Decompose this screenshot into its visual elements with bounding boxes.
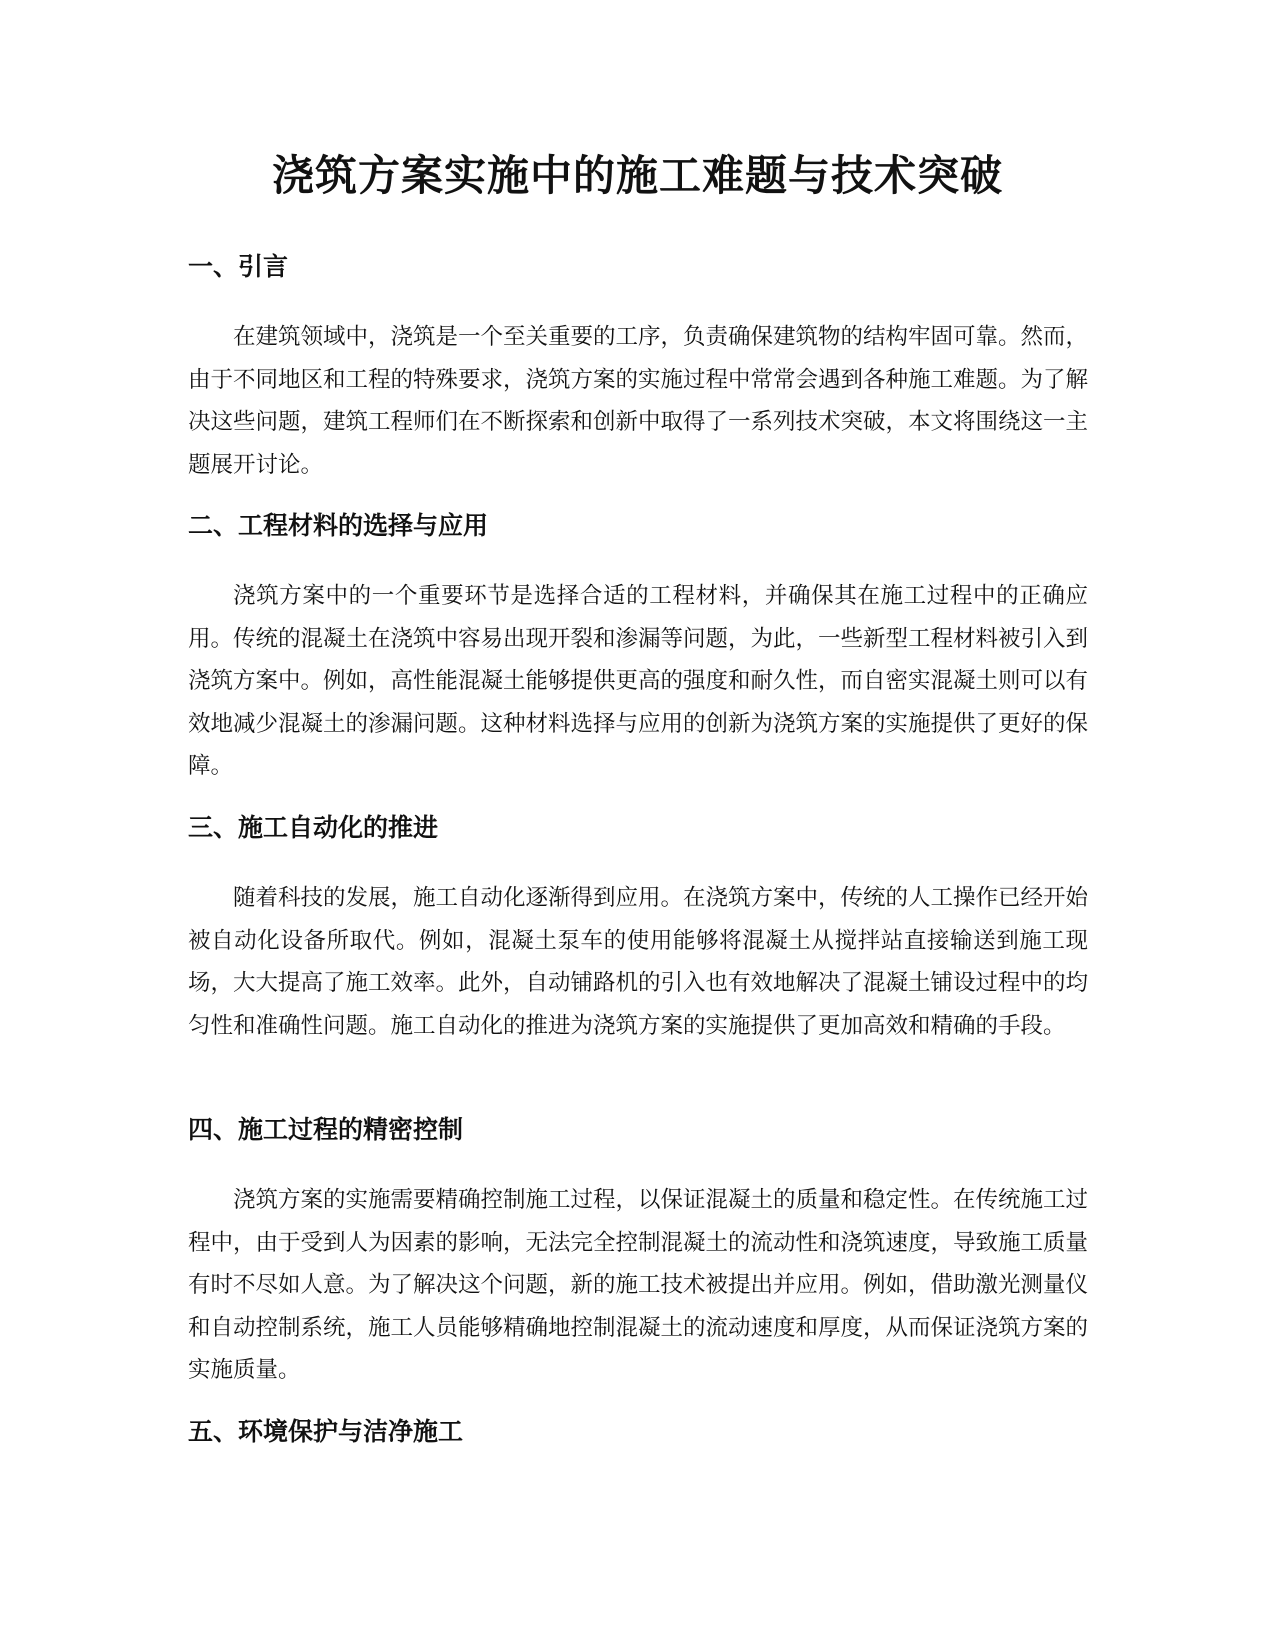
section-paragraph: 浇筑方案的实施需要精确控制施工过程，以保证混凝土的质量和稳定性。在传统施工过程中，由于受到人为因素的影响，无法完全控制混凝土的流动性和浇筑速度，导致施工质量有时不尽如人意。为了解决这个问题，新的施工技术被提出并应用。例如，借助激光测量仪和自动控制系统，施工人员能够精确地控制混凝土的流动速度和厚度，从而保证浇筑方案的实施质量。 [188,1187,1089,1383]
section-paragraph: 随着科技的发展，施工自动化逐渐得到应用。在浇筑方案中，传统的人工操作已经开始被自动化设备所取代。例如，混凝土泵车的使用能够将混凝土从搅拌站直接输送到施工现场，大大提高了施工效率。此外，自动铺路机的引入也有效地解决了混凝土铺设过程中的均匀性和准确性问题。施工自动化的推进为浇筑方案的实施提供了更加高效和精确的手段。 [188,885,1089,1039]
section-precision-control [188,1113,1088,1392]
section-heading: 五、环境保护与洁净施工 [188,1417,464,1446]
section-automation [188,811,1088,1047]
section-paragraph: 在建筑领域中，浇筑是一个至关重要的工序，负责确保建筑物的结构牢固可靠。然而，由于不同地区和工程的特殊要求，浇筑方案的实施过程中常常会遇到各种施工难题。为了解决这些问题，建筑工程师们在不断探索和创新中取得了一系列技术突破，本文将围绕这一主题展开讨论。 [188,324,1089,478]
section-heading: 三、施工自动化的推进 [188,813,439,842]
section-materials [188,509,1088,788]
section-introduction [188,250,1088,486]
document-title: 浇筑方案实施中的施工难题与技术突破 [271,151,1003,200]
section-paragraph: 浇筑方案中的一个重要环节是选择合适的工程材料，并确保其在施工过程中的正确应用。传统的混凝土在浇筑中容易出现开裂和渗漏等问题，为此，一些新型工程材料被引入到浇筑方案中。例如，高性能混凝土能够提供更高的强度和耐久性，而自密实混凝土则可以有效地减少混凝土的渗漏问题。这种材料选择与应用的创新为浇筑方案的实施提供了更好的保障。 [188,583,1089,779]
section-heading: 二、工程材料的选择与应用 [188,511,489,540]
section-heading: 四、施工过程的精密控制 [188,1115,464,1144]
section-environment [188,1415,1088,1449]
section-heading: 一、引言 [188,252,289,281]
